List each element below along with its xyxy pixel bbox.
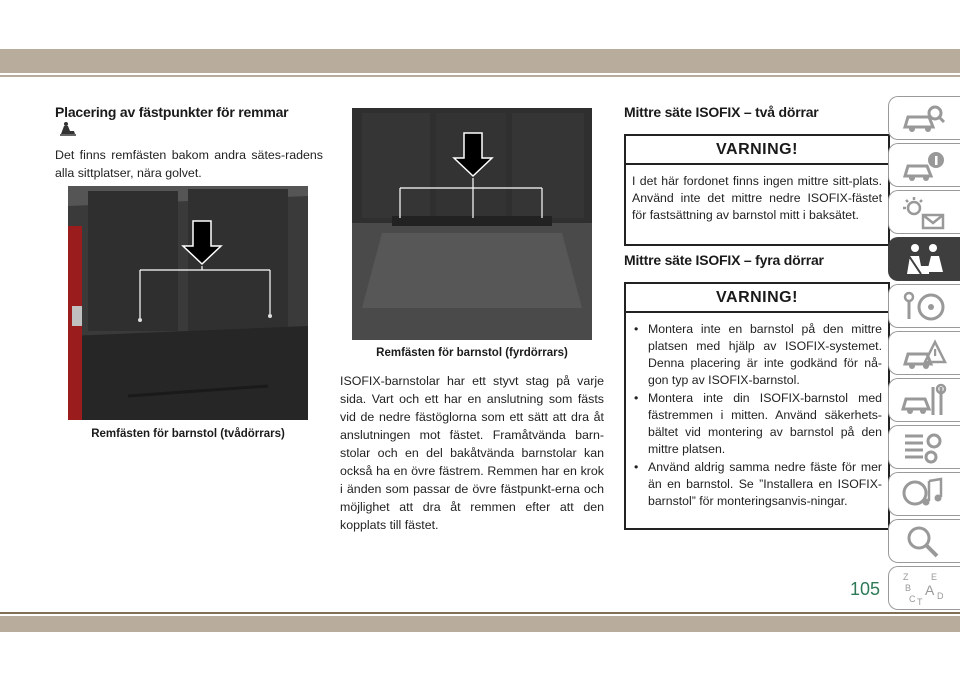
tab-vehicle-overview[interactable] [888,96,960,140]
bottom-band-line [0,612,960,614]
warning-box-four-door [624,282,890,530]
search-icon [901,524,947,560]
tab-getting-to-know[interactable] [888,143,960,187]
roadside-emergency-icon [901,336,947,372]
index-letter: T [917,597,923,607]
isofix-two-door-heading: Mittre säte ISOFIX – två dörrar [624,104,819,120]
tab-instrument-panel[interactable] [888,190,960,234]
warning-list-item: • Använd aldrig samma nedre fäste för mer än en barnstol. Se ”Installera en ISOFIX-barnstol” för monteringsanvis-ningar. [632,459,882,510]
index-letter: E [931,572,938,582]
bottom-band [0,616,960,632]
tab-safety[interactable] [888,237,960,281]
tab-technical-specs[interactable] [888,425,960,469]
tab-index[interactable] [888,566,960,610]
top-band-line [0,75,960,77]
tether-location-paragraph: Det finns remfästen bakom andra sätes-radens alla sittplatser, nära golvet. [55,148,323,180]
tab-multimedia[interactable] [888,472,960,516]
four-door-tether-photo [352,108,592,340]
warning-title: VARNING! [626,136,888,165]
car-search-icon [901,101,947,137]
warning-lights-message-icon [901,195,947,231]
warning-list-item: • Montera inte din ISOFIX-barnstol med fästremmen i mitten. Använd säkerhets-bältet vid montering av barnstol på den mittre platsen. [632,390,882,458]
two-door-tether-photo [68,186,308,420]
tab-search[interactable] [888,519,960,563]
specifications-gears-icon [901,430,947,466]
index-letter: B [905,583,912,593]
tab-servicing[interactable] [888,378,960,422]
warning-text: I det här fordonet finns ingen mittre sitt-plats. Använd inte det mittre nedre ISOFIX-fästet för fastsättning av barnstol mitt i baksätet. [632,174,882,222]
isofix-paragraph: ISOFIX-barnstolar har ett styvt stag på varje sida. Vart och ett har en anslutning som fästs vid de nedre fästöglorna som ett sätt att dra åt anslutningen mot fästet. Framåtvända barn-stolar och en del bakåtvända barnstolar kan också ha en övre fästrem. Remmen har en krok i änden som passar de övre fästpunkt-erna och möjlighet att dra åt remmen efter att den kopplats till fästet. [340,374,604,532]
car-info-icon [901,148,947,184]
four-door-photo-caption: Remfästen för barnstol (fyrdörrars) [376,347,568,359]
index-letter: Z [903,572,909,582]
multimedia-music-icon [901,477,947,513]
warning-list-item: • Montera inte en barnstol på den mittre platsen med hjälp av ISOFIX-systemet. Denna placering är inte godkänd för nå-gon typ av ISOFIX-barnstol. [632,321,882,389]
key-steering-wheel-icon [901,289,947,325]
warning-list [632,321,882,510]
index-letter: A [925,582,935,598]
top-band [0,49,960,73]
two-door-photo-caption: Remfästen för barnstol (tvådörrars) [91,428,285,440]
index-letter: C [909,594,916,604]
isofix-four-door-heading: Mittre säte ISOFIX – fyra dörrar [624,252,824,268]
tether-location-heading: Placering av fästpunkter för remmar [55,104,289,120]
index-letter: D [937,591,944,601]
warning-title: VARNING! [626,284,888,313]
page-number: 105 [850,579,881,599]
tab-emergency[interactable] [888,331,960,375]
warning-box-two-door [624,134,890,246]
seat-safety-icon [901,242,947,278]
child-seat-tether-icon [58,121,78,142]
tab-starting-operating[interactable] [888,284,960,328]
index-alphabet-icon [901,571,947,607]
service-tools-icon [901,383,947,419]
